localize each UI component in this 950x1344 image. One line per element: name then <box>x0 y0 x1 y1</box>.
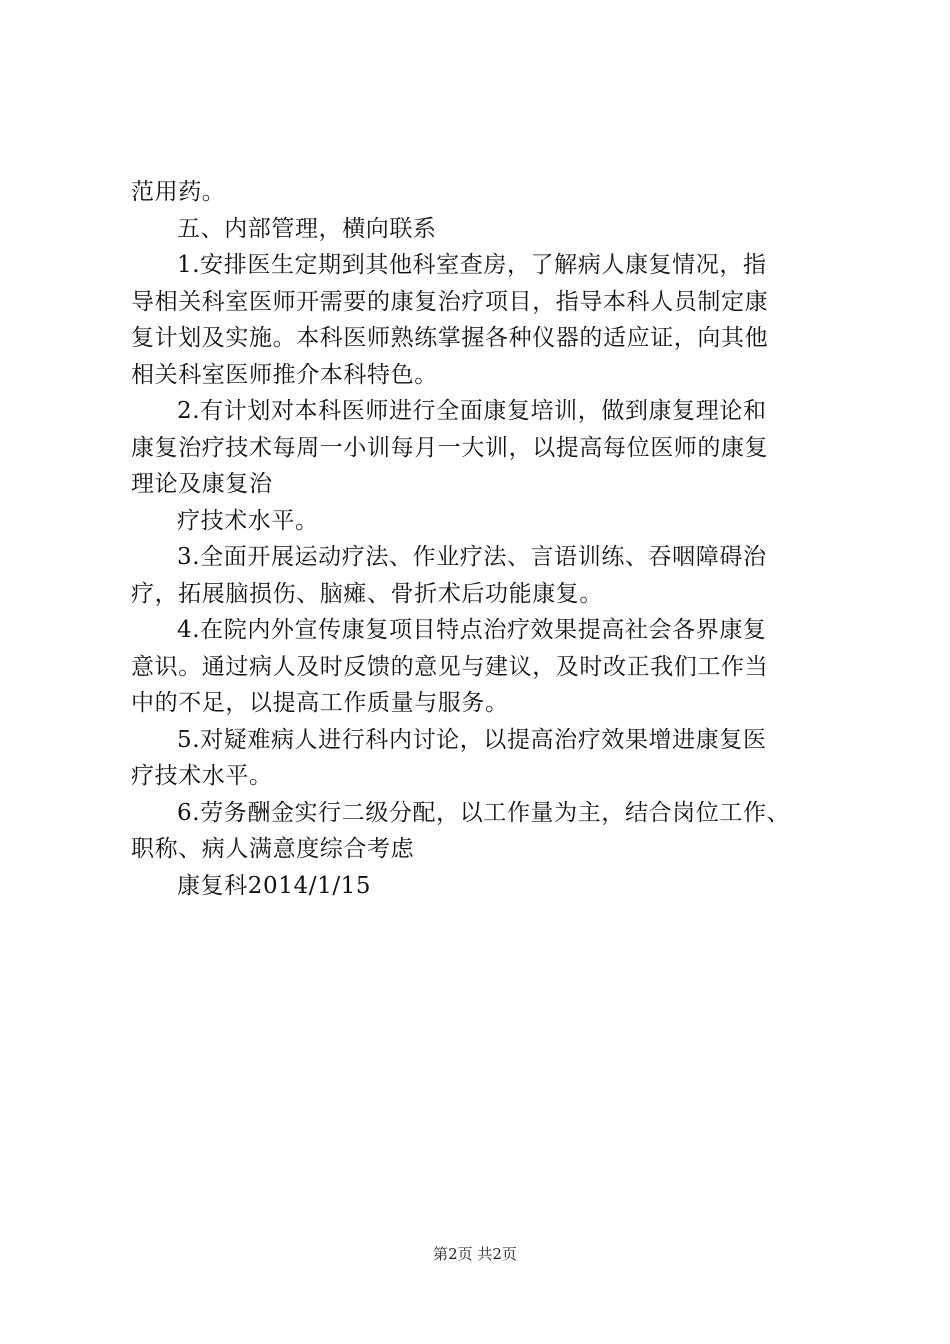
text-line: 职称、病人满意度综合考虑 <box>131 836 415 862</box>
text-line: 2.有计划对本科医师进行全面康复培训，做到康复理论和 <box>177 398 767 424</box>
signature-date: 康复科2014/1/15 <box>177 872 372 899</box>
text-line: 意识。通过病人及时反馈的意见与建议，及时改正我们工作当 <box>131 653 769 680</box>
text-line: 6.劳务酬金实行二级分配，以工作量为主，结合岗位工作、 <box>177 799 791 826</box>
text-line: 4.在院内外宣传康复项目特点治疗效果提高社会各界康复 <box>177 617 767 643</box>
text-line: 5.对疑难病人进行科内讨论，以提高治疗效果增进康复医 <box>177 726 767 753</box>
text-line: 3.全面开展运动疗法、作业疗法、言语训练、吞咽障碍治 <box>177 544 767 570</box>
text-line: 导相关科室医师开需要的康复治疗项目，指导本科人员制定康 <box>131 288 769 315</box>
text-line: 1.安排医生定期到其他科室查房，了解病人康复情况，指 <box>177 252 767 278</box>
text-line: 复计划及实施。本科医师熟练掌握各种仪器的适应证，向其他 <box>131 325 769 351</box>
text-line: 疗技术水平。 <box>131 763 273 789</box>
page-footer <box>0 1244 950 1264</box>
text-line: 中的不足，以提高工作质量与服务。 <box>131 690 509 716</box>
text-line: 范用药。 <box>131 179 226 205</box>
text-line: 理论及康复治 <box>131 471 273 497</box>
text-line: 相关科室医师推介本科特色。 <box>131 361 438 388</box>
document-body <box>131 174 831 904</box>
text-line: 疗，拓展脑损伤、脑瘫、骨折术后功能康复。 <box>131 580 603 607</box>
section-heading: 五、内部管理，横向联系 <box>177 215 437 242</box>
text-line: 疗技术水平。 <box>177 507 319 534</box>
text-line: 康复治疗技术每周一小训每月一大训，以提高每位医师的康复 <box>131 434 769 461</box>
page-number: 第2页 共2页 <box>433 1245 517 1263</box>
